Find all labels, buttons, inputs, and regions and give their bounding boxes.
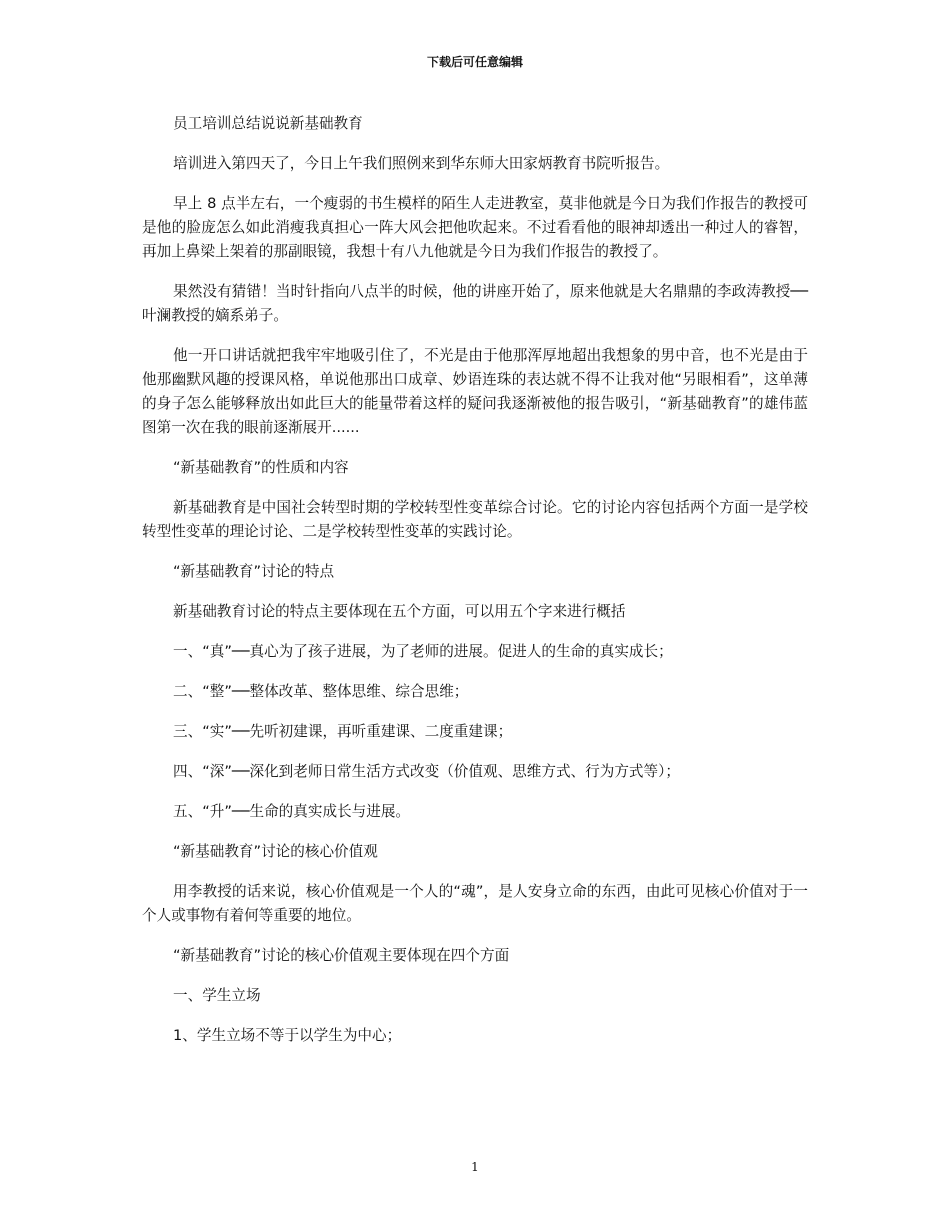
page-number: 1 [471, 1160, 479, 1174]
list-item: 四、“深”──深化到老师日常生活方式改变（价值观、思维方式、行为方式等）； [173, 763, 680, 780]
list-item: 三、“实”──先听初建课，再听重建课、二度重建课； [173, 723, 513, 740]
paragraph: “新基础教育”讨论的核心价值观主要体现在四个方面 [173, 947, 510, 964]
section-heading: “新基础教育”的性质和内容 [173, 459, 349, 476]
paragraph: 用李教授的话来说，核心价值观是一个人的“魂”，是人安身立命的东西，由此可见核心价值对于一个人或事物有着何等重要的地位。 [142, 883, 808, 924]
paragraph: 培训进入第四天了，今日上午我们照例来到华东师大田家炳教育书院听报告。 [173, 155, 670, 172]
paragraph: 新基础教育讨论的特点主要体现在五个方面，可以用五个字来进行概括 [173, 603, 626, 620]
paragraph: 果然没有猜错！当时针指向八点半的时候，他的讲座开始了，原来他就是大名鼎鼎的李政涛教授──叶澜教授的嫡系弟子。 [142, 283, 808, 324]
section-heading: “新基础教育”讨论的特点 [173, 563, 335, 580]
document-title: 员工培训总结说说新基础教育 [173, 115, 363, 132]
list-item: 一、“真”──真心为了孩子进展，为了老师的进展。促进人的生命的真实成长； [173, 643, 673, 660]
page-header: 下载后可任意编辑 [426, 55, 523, 69]
document-body [142, 112, 808, 1064]
list-item: 二、“整”──整体改革、整体思维、综合思维； [173, 683, 469, 700]
section-heading: “新基础教育”讨论的核心价值观 [173, 843, 378, 860]
paragraph: 他一开口讲话就把我牢牢地吸引住了，不光是由于他那浑厚地超出我想象的男中音，也不光是由于他那幽默风趣的授课风格，单说他那出口成章、妙语连珠的表达就不得不让我对他“另眼相看”，这单薄的身子怎么能够释放出如此巨大的能量带着这样的疑问我逐渐被他的报告吸引，“新基础教育”的雄伟蓝图第一次在我的眼前逐渐展开...... [142, 347, 808, 436]
list-item: 一、学生立场 [173, 987, 261, 1004]
list-item: 1、学生立场不等于以学生为中心； [173, 1027, 402, 1044]
paragraph: 新基础教育是中国社会转型时期的学校转型性变革综合讨论。它的讨论内容包括两个方面一是学校转型性变革的理论讨论、二是学校转型性变革的实践讨论。 [142, 499, 808, 540]
paragraph: 早上 8 点半左右，一个瘦弱的书生模样的陌生人走进教室，莫非他就是今日为我们作报告的教授可是他的脸庞怎么如此消瘦我真担心一阵大风会把他吹起来。不过看看他的眼神却透出一种过人的睿智，再加上鼻梁上架着的那副眼镜，我想十有八九他就是今日为我们作报告的教授了。 [142, 195, 808, 260]
list-item: 五、“升”──生命的真实成长与进展。 [173, 803, 411, 820]
